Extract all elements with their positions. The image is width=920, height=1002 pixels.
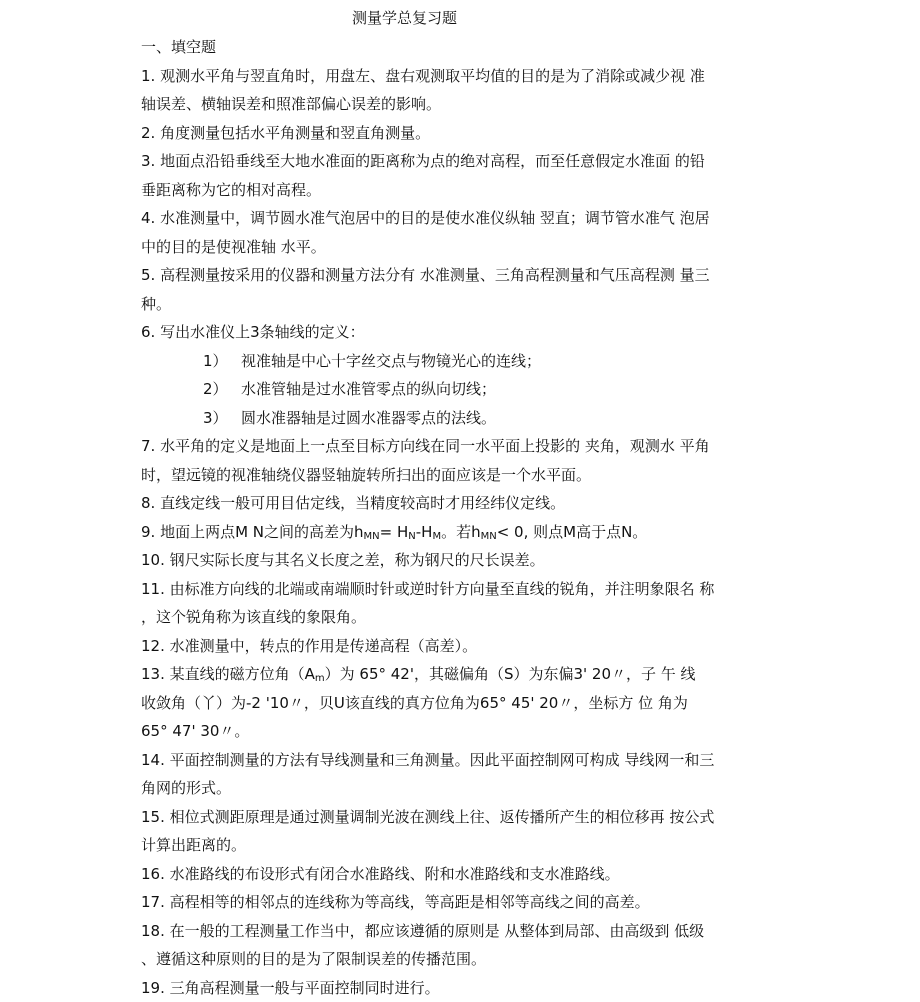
text-part: -H: [416, 523, 433, 541]
text-line: 14. 平面控制测量的方法有导线测量和三角测量。因此平面控制网可构成 导线网一和三: [141, 746, 781, 775]
subscript: M: [432, 531, 441, 542]
text-line: 时，望远镜的视准轴绕仪器竖轴旋转所扫出的面应该是一个水平面。: [141, 461, 781, 490]
text-line: 15. 相位式测距原理是通过测量调制光波在测线上往、返传播所产生的相位移再 按公式: [141, 803, 781, 832]
list-number: 1）: [203, 347, 241, 376]
text-line: 6. 写出水准仪上3条轴线的定义：: [141, 318, 781, 347]
section-heading: 一、填空题: [141, 33, 781, 62]
text-line-item-9: [141, 518, 781, 547]
list-text: 水准管轴是过水准管零点的纵向切线；: [241, 380, 496, 398]
text-line: 垂距离称为它的相对高程。: [141, 176, 781, 205]
text-line: 3. 地面点沿铅垂线至大地水准面的距离称为点的绝对高程，而至任意假定水准面 的铅: [141, 147, 781, 176]
subscript: MN: [481, 531, 497, 542]
axis-definition-item: [141, 375, 781, 404]
text-line: 65° 47' 30〃。: [141, 717, 781, 746]
list-text: 视准轴是中心十字丝交点与物镜光心的连线；: [241, 352, 541, 370]
axis-definition-item: [141, 347, 781, 376]
text-part: = H: [380, 523, 409, 541]
text-line: 11. 由标准方向线的北端或南端顺时针或逆时针方向量至直线的锐角，并注明象限名 称: [141, 575, 781, 604]
text-line-item-13: [141, 660, 781, 689]
text-line: 12. 水准测量中，转点的作用是传递高程（高差）。: [141, 632, 781, 661]
text-line: 17. 高程相等的相邻点的连线称为等高线，等高距是相邻等高线之间的高差。: [141, 888, 781, 917]
subscript: MN: [364, 531, 380, 542]
text-part: 9. 地面上两点M N之间的高差为h: [141, 523, 364, 541]
text-line: 、遵循这种原则的目的是为了限制误差的传播范围。: [141, 945, 781, 974]
text-line: 8. 直线定线一般可用目估定线，当精度较高时才用经纬仪定线。: [141, 489, 781, 518]
list-text: 圆水准器轴是过圆水准器零点的法线。: [241, 409, 496, 427]
text-line: 轴误差、横轴误差和照准部偏心误差的影响。: [141, 90, 781, 119]
text-line: ，这个锐角称为该直线的象限角。: [141, 603, 781, 632]
subscript: N: [408, 531, 415, 542]
subscript: m: [315, 673, 325, 684]
text-line: 7. 水平角的定义是地面上一点至目标方向线在同一水平面上投影的 夹角，观测水 平角: [141, 432, 781, 461]
text-line: 5. 高程测量按采用的仪器和测量方法分有 水准测量、三角高程测量和气压高程测 量三: [141, 261, 781, 290]
text-line: 4. 水准测量中，调节圆水准气泡居中的目的是使水准仪纵轴 翌直；调节管水准气 泡居: [141, 204, 781, 233]
axis-definition-item: [141, 404, 781, 433]
page-title: 测量学总复习题: [352, 8, 457, 28]
text-line: 2. 角度测量包括水平角测量和翌直角测量。: [141, 119, 781, 148]
list-number: 2）: [203, 375, 241, 404]
text-line: 中的目的是使视准轴 水平。: [141, 233, 781, 262]
text-part: ）为 65° 42'，其磁偏角（S）为东偏3' 20〃，子 午 线: [325, 665, 696, 683]
text-line: 16. 水准路线的布设形式有闭合水准路线、附和水准路线和支水准路线。: [141, 860, 781, 889]
text-line: 19. 三角高程测量一般与平面控制同时进行。: [141, 974, 781, 1002]
text-line: 10. 钢尺实际长度与其名义长度之差，称为钢尺的尺长误差。: [141, 546, 781, 575]
text-part: 。若h: [441, 523, 481, 541]
text-line: 种。: [141, 290, 781, 319]
text-line: 18. 在一般的工程测量工作当中，都应该遵循的原则是 从整体到局部、由高级到 低级: [141, 917, 781, 946]
list-number: 3）: [203, 404, 241, 433]
text-line: 角网的形式。: [141, 774, 781, 803]
document-body: [141, 33, 781, 1002]
text-line: 计算出距离的。: [141, 831, 781, 860]
text-line: 1. 观测水平角与翌直角时，用盘左、盘右观测取平均值的目的是为了消除或减少视 准: [141, 62, 781, 91]
text-line: 收敛角（丫）为-2 '10〃，贝U该直线的真方位角为65° 45' 20〃，坐标方 位 角为: [141, 689, 781, 718]
text-part: 13. 某直线的磁方位角（A: [141, 665, 315, 683]
text-part: < 0, 则点M高于点N。: [497, 523, 648, 541]
